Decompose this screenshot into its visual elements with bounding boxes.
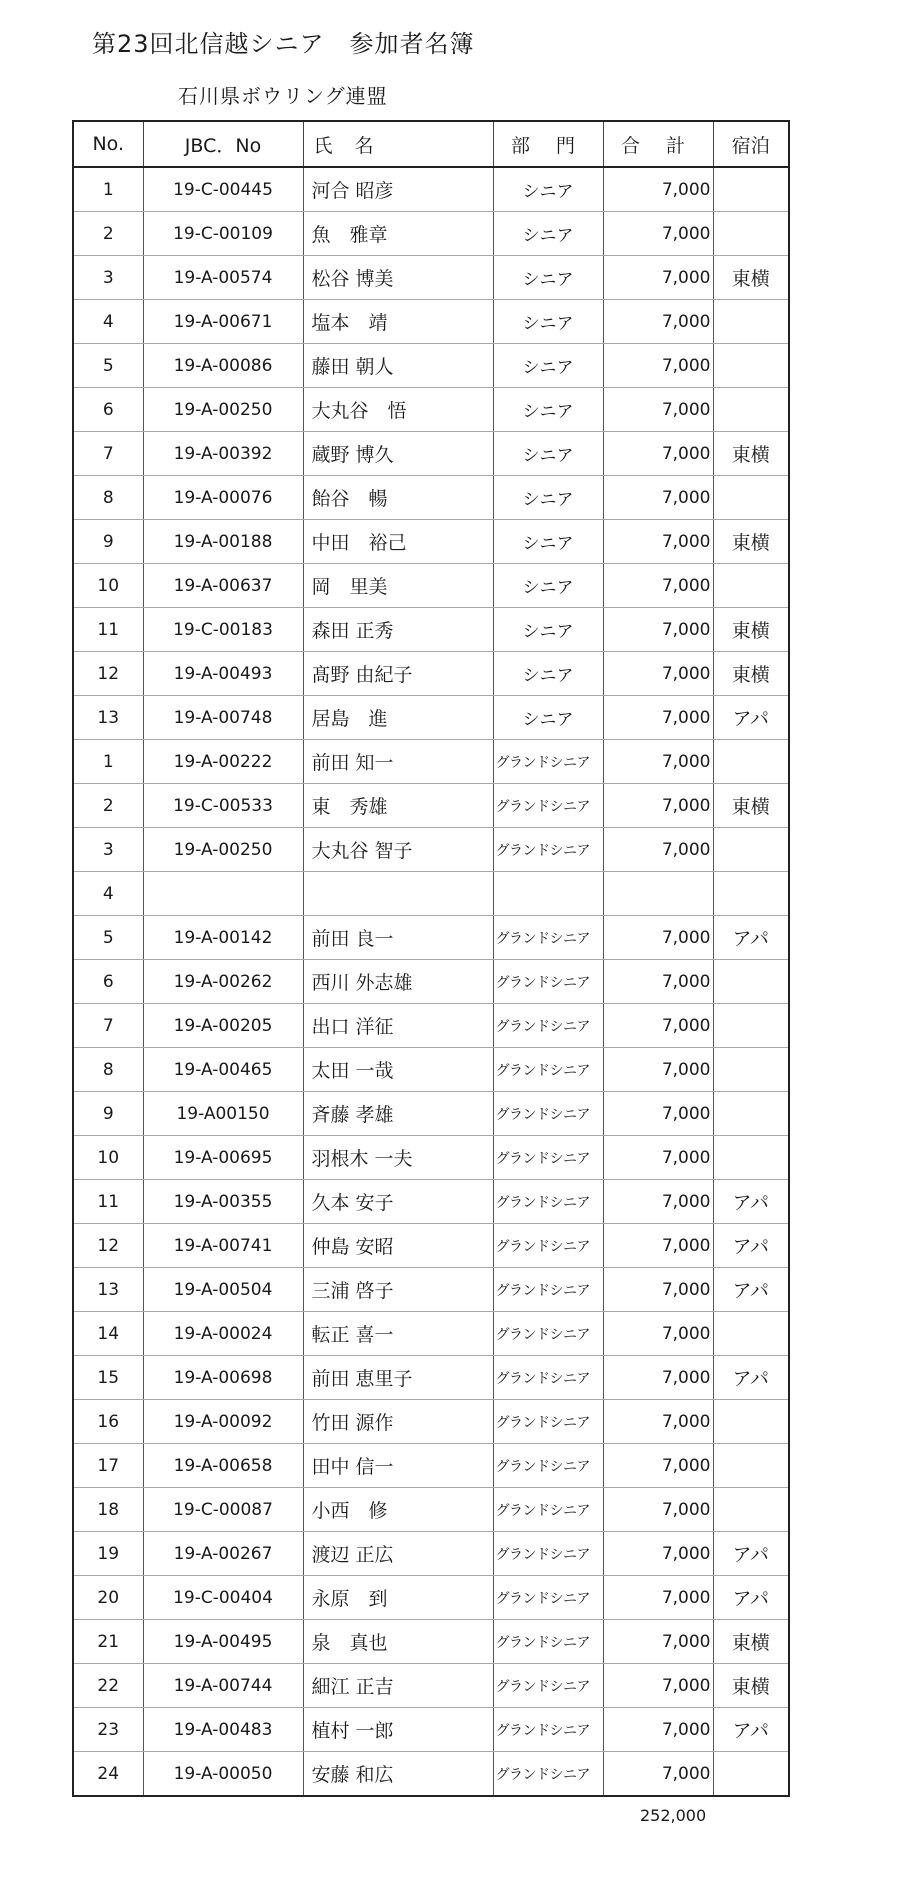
table-row: [73, 432, 789, 476]
cell-jbc-no: 19-A-00250: [143, 388, 303, 432]
cell-name: 久本 安子: [303, 1180, 493, 1224]
cell-lodging: [713, 1752, 789, 1797]
cell-jbc-no: 19-A-00086: [143, 344, 303, 388]
table-row: [73, 1092, 789, 1136]
header-lodging: 宿泊: [713, 121, 789, 167]
cell-division: シニア: [493, 432, 603, 476]
cell-jbc-no: 19-A-00050: [143, 1752, 303, 1797]
cell-total: 7,000: [603, 652, 713, 696]
cell-no: 10: [73, 564, 143, 608]
cell-name: 細江 正吉: [303, 1664, 493, 1708]
cell-name: 渡辺 正広: [303, 1532, 493, 1576]
cell-lodging: アパ: [713, 1268, 789, 1312]
cell-total: 7,000: [603, 476, 713, 520]
cell-no: 7: [73, 432, 143, 476]
cell-total: 7,000: [603, 1224, 713, 1268]
table-row: [73, 872, 789, 916]
cell-no: 18: [73, 1488, 143, 1532]
cell-name: 太田 一哉: [303, 1048, 493, 1092]
cell-jbc-no: 19-A-00748: [143, 696, 303, 740]
cell-lodging: アパ: [713, 1708, 789, 1752]
cell-no: 1: [73, 740, 143, 784]
cell-lodging: 東横: [713, 520, 789, 564]
cell-lodging: [713, 872, 789, 916]
cell-name: 河合 昭彦: [303, 167, 493, 212]
cell-lodging: [713, 344, 789, 388]
cell-lodging: 東横: [713, 1620, 789, 1664]
cell-no: 11: [73, 608, 143, 652]
cell-no: 14: [73, 1312, 143, 1356]
table-row: [73, 1268, 789, 1312]
cell-no: 7: [73, 1004, 143, 1048]
cell-total: 7,000: [603, 520, 713, 564]
header-no: No.: [73, 121, 143, 167]
cell-division: グランドシニア: [493, 1136, 603, 1180]
cell-jbc-no: 19-C-00445: [143, 167, 303, 212]
cell-total: 7,000: [603, 1136, 713, 1180]
cell-division: シニア: [493, 520, 603, 564]
table-row: [73, 1708, 789, 1752]
cell-jbc-no: 19-C-00183: [143, 608, 303, 652]
cell-lodging: [713, 212, 789, 256]
cell-lodging: [713, 476, 789, 520]
cell-division: [493, 872, 603, 916]
cell-division: グランドシニア: [493, 1576, 603, 1620]
cell-no: 4: [73, 300, 143, 344]
table-row: [73, 1752, 789, 1797]
cell-no: 4: [73, 872, 143, 916]
cell-total: 7,000: [603, 916, 713, 960]
table-row: [73, 1356, 789, 1400]
cell-name: 羽根木 一夫: [303, 1136, 493, 1180]
table-row: [73, 344, 789, 388]
cell-name: 植村 一郎: [303, 1708, 493, 1752]
cell-total: 7,000: [603, 432, 713, 476]
cell-total: 7,000: [603, 1400, 713, 1444]
cell-total: 7,000: [603, 608, 713, 652]
cell-jbc-no: 19-A-00092: [143, 1400, 303, 1444]
cell-total: 7,000: [603, 1180, 713, 1224]
cell-lodging: [713, 1092, 789, 1136]
cell-division: グランドシニア: [493, 1004, 603, 1048]
cell-jbc-no: 19-A00150: [143, 1092, 303, 1136]
table-row: [73, 652, 789, 696]
cell-division: グランドシニア: [493, 1620, 603, 1664]
cell-jbc-no: 19-A-00262: [143, 960, 303, 1004]
cell-jbc-no: 19-A-00355: [143, 1180, 303, 1224]
cell-no: 24: [97, 1763, 120, 1784]
cell-lodging: 東横: [713, 432, 789, 476]
cell-division: グランドシニア: [493, 1092, 603, 1136]
cell-total: 7,000: [603, 256, 713, 300]
cell-no: 3: [73, 256, 143, 300]
cell-lodging: アパ: [713, 916, 789, 960]
cell-no: 16: [73, 1400, 143, 1444]
cell-name: 魚 雅章: [303, 212, 493, 256]
cell-name: 前田 知一: [303, 740, 493, 784]
cell-jbc-no: 19-A-00142: [143, 916, 303, 960]
table-body: [73, 167, 789, 1796]
table-row: [73, 916, 789, 960]
cell-name: 大丸谷 智子: [303, 828, 493, 872]
cell-total: 7,000: [603, 300, 713, 344]
cell-lodging: [713, 1488, 789, 1532]
cell-lodging: 東横: [713, 652, 789, 696]
cell-division: グランドシニア: [493, 1180, 603, 1224]
cell-jbc-no: 19-A-00504: [143, 1268, 303, 1312]
cell-name: 転正 喜一: [303, 1312, 493, 1356]
cell-division: シニア: [493, 344, 603, 388]
cell-name: 松谷 博美: [303, 256, 493, 300]
cell-division: グランドシニア: [493, 1268, 603, 1312]
cell-no: 13: [73, 1268, 143, 1312]
cell-division: グランドシニア: [493, 1664, 603, 1708]
cell-name: 髙野 由紀子: [303, 652, 493, 696]
cell-total: 7,000: [603, 784, 713, 828]
cell-total: 7,000: [603, 1004, 713, 1048]
cell-division: グランドシニア: [493, 828, 603, 872]
cell-name: 仲島 安昭: [303, 1224, 493, 1268]
cell-total: 7,000: [603, 564, 713, 608]
cell-no: 12: [73, 652, 143, 696]
cell-lodging: 東横: [713, 784, 789, 828]
cell-jbc-no: 19-C-00109: [143, 212, 303, 256]
cell-division: グランドシニア: [493, 1708, 603, 1752]
cell-name: 西川 外志雄: [303, 960, 493, 1004]
cell-total: 7,000: [603, 1532, 713, 1576]
cell-division: シニア: [493, 300, 603, 344]
cell-jbc-no: 19-A-00222: [143, 740, 303, 784]
table-row: [73, 1004, 789, 1048]
cell-lodging: アパ: [713, 1356, 789, 1400]
table-row: [73, 828, 789, 872]
cell-name: 永原 到: [303, 1576, 493, 1620]
cell-total: 7,000: [603, 1048, 713, 1092]
cell-no: 2: [73, 212, 143, 256]
table-row: [73, 1136, 789, 1180]
cell-division: シニア: [493, 212, 603, 256]
cell-no: 3: [73, 828, 143, 872]
cell-jbc-no: 19-C-00087: [143, 1488, 303, 1532]
cell-no: 22: [73, 1664, 143, 1708]
cell-name: 出口 洋征: [303, 1004, 493, 1048]
cell-lodging: [713, 828, 789, 872]
table-row: [73, 784, 789, 828]
cell-division: グランドシニア: [493, 1752, 603, 1797]
cell-no: 21: [73, 1620, 143, 1664]
cell-no: 23: [73, 1708, 143, 1752]
cell-lodging: 東横: [713, 1664, 789, 1708]
cell-division: シニア: [493, 696, 603, 740]
cell-jbc-no: 19-A-00267: [143, 1532, 303, 1576]
federation-name: 石川県ボウリング連盟: [178, 84, 388, 108]
cell-jbc-no: 19-A-00637: [143, 564, 303, 608]
table-row: [73, 167, 789, 212]
cell-total: 7,000: [603, 1356, 713, 1400]
table-row: [73, 1576, 789, 1620]
cell-total: 7,000: [603, 1444, 713, 1488]
cell-jbc-no: 19-C-00404: [143, 1576, 303, 1620]
cell-division: シニア: [493, 608, 603, 652]
table-row: [73, 1664, 789, 1708]
table-row: [73, 476, 789, 520]
cell-name: 塩本 靖: [303, 300, 493, 344]
cell-division: グランドシニア: [493, 1532, 603, 1576]
table-row: [73, 1620, 789, 1664]
cell-no: 5: [73, 916, 143, 960]
cell-name: [303, 872, 493, 916]
cell-no: 13: [73, 696, 143, 740]
cell-jbc-no: 19-A-00250: [143, 828, 303, 872]
cell-lodging: [713, 300, 789, 344]
cell-jbc-no: 19-A-00483: [143, 1708, 303, 1752]
cell-name: 竹田 源作: [303, 1400, 493, 1444]
cell-total: 7,000: [603, 696, 713, 740]
cell-name: 中田 裕己: [303, 520, 493, 564]
table-row: [73, 608, 789, 652]
cell-lodging: 東横: [713, 608, 789, 652]
cell-division: シニア: [493, 564, 603, 608]
cell-no: 15: [73, 1356, 143, 1400]
cell-name: 三浦 啓子: [303, 1268, 493, 1312]
table-row: [73, 1532, 789, 1576]
grand-total: 252,000: [640, 1806, 707, 1825]
table-row: [73, 960, 789, 1004]
cell-name: 藤田 朝人: [303, 344, 493, 388]
cell-jbc-no: 19-A-00574: [143, 256, 303, 300]
cell-no: 17: [73, 1444, 143, 1488]
table-row: [73, 1048, 789, 1092]
cell-no: 5: [73, 344, 143, 388]
cell-no: 6: [73, 960, 143, 1004]
table-row: [73, 1400, 789, 1444]
cell-division: グランドシニア: [493, 960, 603, 1004]
cell-lodging: [713, 1004, 789, 1048]
cell-no: 9: [73, 1092, 143, 1136]
cell-no: 19: [73, 1532, 143, 1576]
cell-jbc-no: 19-A-00698: [143, 1356, 303, 1400]
cell-division: グランドシニア: [493, 1356, 603, 1400]
cell-jbc-no: 19-A-00392: [143, 432, 303, 476]
header-division: 部 門: [493, 121, 603, 167]
cell-name: 泉 真也: [303, 1620, 493, 1664]
cell-lodging: [713, 1136, 789, 1180]
table-row: [73, 564, 789, 608]
cell-no: 10: [73, 1136, 143, 1180]
cell-division: シニア: [493, 652, 603, 696]
cell-lodging: アパ: [713, 696, 789, 740]
table-row: [73, 696, 789, 740]
cell-total: 7,000: [603, 1268, 713, 1312]
cell-lodging: アパ: [713, 1224, 789, 1268]
cell-lodging: [713, 388, 789, 432]
cell-no: 20: [73, 1576, 143, 1620]
cell-name: 居島 進: [303, 696, 493, 740]
cell-jbc-no: 19-A-00465: [143, 1048, 303, 1092]
cell-lodging: [713, 1444, 789, 1488]
cell-total: 7,000: [603, 740, 713, 784]
table-row: [73, 520, 789, 564]
cell-jbc-no: 19-A-00695: [143, 1136, 303, 1180]
cell-no: 2: [73, 784, 143, 828]
cell-total: 7,000: [603, 1576, 713, 1620]
cell-lodging: [713, 740, 789, 784]
cell-jbc-no: 19-A-00671: [143, 300, 303, 344]
cell-division: シニア: [493, 476, 603, 520]
cell-total: 7,000: [603, 1620, 713, 1664]
cell-lodging: [713, 564, 789, 608]
cell-jbc-no: 19-A-00188: [143, 520, 303, 564]
table-row: [73, 1444, 789, 1488]
cell-name: 森田 正秀: [303, 608, 493, 652]
cell-name: 小西 修: [303, 1488, 493, 1532]
cell-name: 前田 良一: [303, 916, 493, 960]
cell-name: 前田 恵里子: [303, 1356, 493, 1400]
cell-division: グランドシニア: [493, 1048, 603, 1092]
cell-total: 7,000: [603, 1752, 713, 1797]
cell-jbc-no: [143, 872, 303, 916]
table-row: [73, 1312, 789, 1356]
table-row: [73, 212, 789, 256]
cell-jbc-no: 19-A-00658: [143, 1444, 303, 1488]
cell-division: グランドシニア: [493, 916, 603, 960]
header-name: 氏 名: [303, 121, 493, 167]
cell-division: グランドシニア: [493, 1312, 603, 1356]
cell-jbc-no: 19-A-00493: [143, 652, 303, 696]
cell-division: シニア: [493, 388, 603, 432]
table-row: [73, 1488, 789, 1532]
cell-division: グランドシニア: [493, 1400, 603, 1444]
cell-division: グランドシニア: [493, 1224, 603, 1268]
cell-total: 7,000: [603, 960, 713, 1004]
cell-lodging: [713, 1312, 789, 1356]
cell-name: 大丸谷 悟: [303, 388, 493, 432]
cell-name: 飴谷 暢: [303, 476, 493, 520]
cell-total: 7,000: [603, 1708, 713, 1752]
table-row: [73, 256, 789, 300]
cell-lodging: アパ: [713, 1180, 789, 1224]
table-row: [73, 740, 789, 784]
header-jbc-no: JBC．No: [143, 121, 303, 167]
cell-name: 田中 信一: [303, 1444, 493, 1488]
cell-total: 7,000: [603, 212, 713, 256]
cell-division: グランドシニア: [493, 740, 603, 784]
table-header-row: [73, 121, 789, 167]
cell-jbc-no: 19-A-00495: [143, 1620, 303, 1664]
cell-lodging: アパ: [713, 1532, 789, 1576]
cell-lodging: [713, 960, 789, 1004]
cell-division: シニア: [493, 256, 603, 300]
table-row: [73, 1224, 789, 1268]
document-title: 第23回北信越シニア 参加者名簿: [92, 30, 475, 58]
cell-total: 7,000: [603, 1488, 713, 1532]
cell-no: 8: [73, 1048, 143, 1092]
table-row: [73, 388, 789, 432]
cell-jbc-no: 19-A-00024: [143, 1312, 303, 1356]
cell-division: シニア: [493, 167, 603, 212]
cell-no: 12: [73, 1224, 143, 1268]
cell-total: 7,000: [603, 388, 713, 432]
cell-name: 岡 里美: [303, 564, 493, 608]
cell-lodging: [713, 1400, 789, 1444]
cell-no: 6: [73, 388, 143, 432]
table-row: [73, 300, 789, 344]
cell-division: グランドシニア: [493, 1444, 603, 1488]
cell-no: 11: [73, 1180, 143, 1224]
cell-lodging: [713, 1048, 789, 1092]
table-row: [73, 1180, 789, 1224]
cell-total: [603, 872, 713, 916]
cell-jbc-no: 19-A-00205: [143, 1004, 303, 1048]
cell-name: 蔵野 博久: [303, 432, 493, 476]
cell-jbc-no: 19-A-00741: [143, 1224, 303, 1268]
cell-no: 9: [73, 520, 143, 564]
cell-name: 安藤 和広: [303, 1752, 493, 1797]
header-total: 合 計: [603, 121, 713, 167]
cell-jbc-no: 19-A-00744: [143, 1664, 303, 1708]
cell-name: 東 秀雄: [303, 784, 493, 828]
cell-total: 7,000: [603, 344, 713, 388]
cell-lodging: [713, 167, 789, 212]
cell-name: 斉藤 孝雄: [303, 1092, 493, 1136]
cell-total: 7,000: [603, 1092, 713, 1136]
cell-total: 7,000: [603, 167, 713, 212]
cell-lodging: 東横: [713, 256, 789, 300]
cell-division: グランドシニア: [493, 784, 603, 828]
cell-jbc-no: 19-A-00076: [143, 476, 303, 520]
cell-total: 7,000: [603, 1312, 713, 1356]
cell-total: 7,000: [603, 828, 713, 872]
cell-lodging: アパ: [713, 1576, 789, 1620]
cell-division: グランドシニア: [493, 1488, 603, 1532]
participant-table: [72, 120, 790, 1797]
cell-total: 7,000: [603, 1664, 713, 1708]
cell-jbc-no: 19-C-00533: [143, 784, 303, 828]
cell-no: 8: [73, 476, 143, 520]
cell-no: 1: [73, 167, 143, 212]
